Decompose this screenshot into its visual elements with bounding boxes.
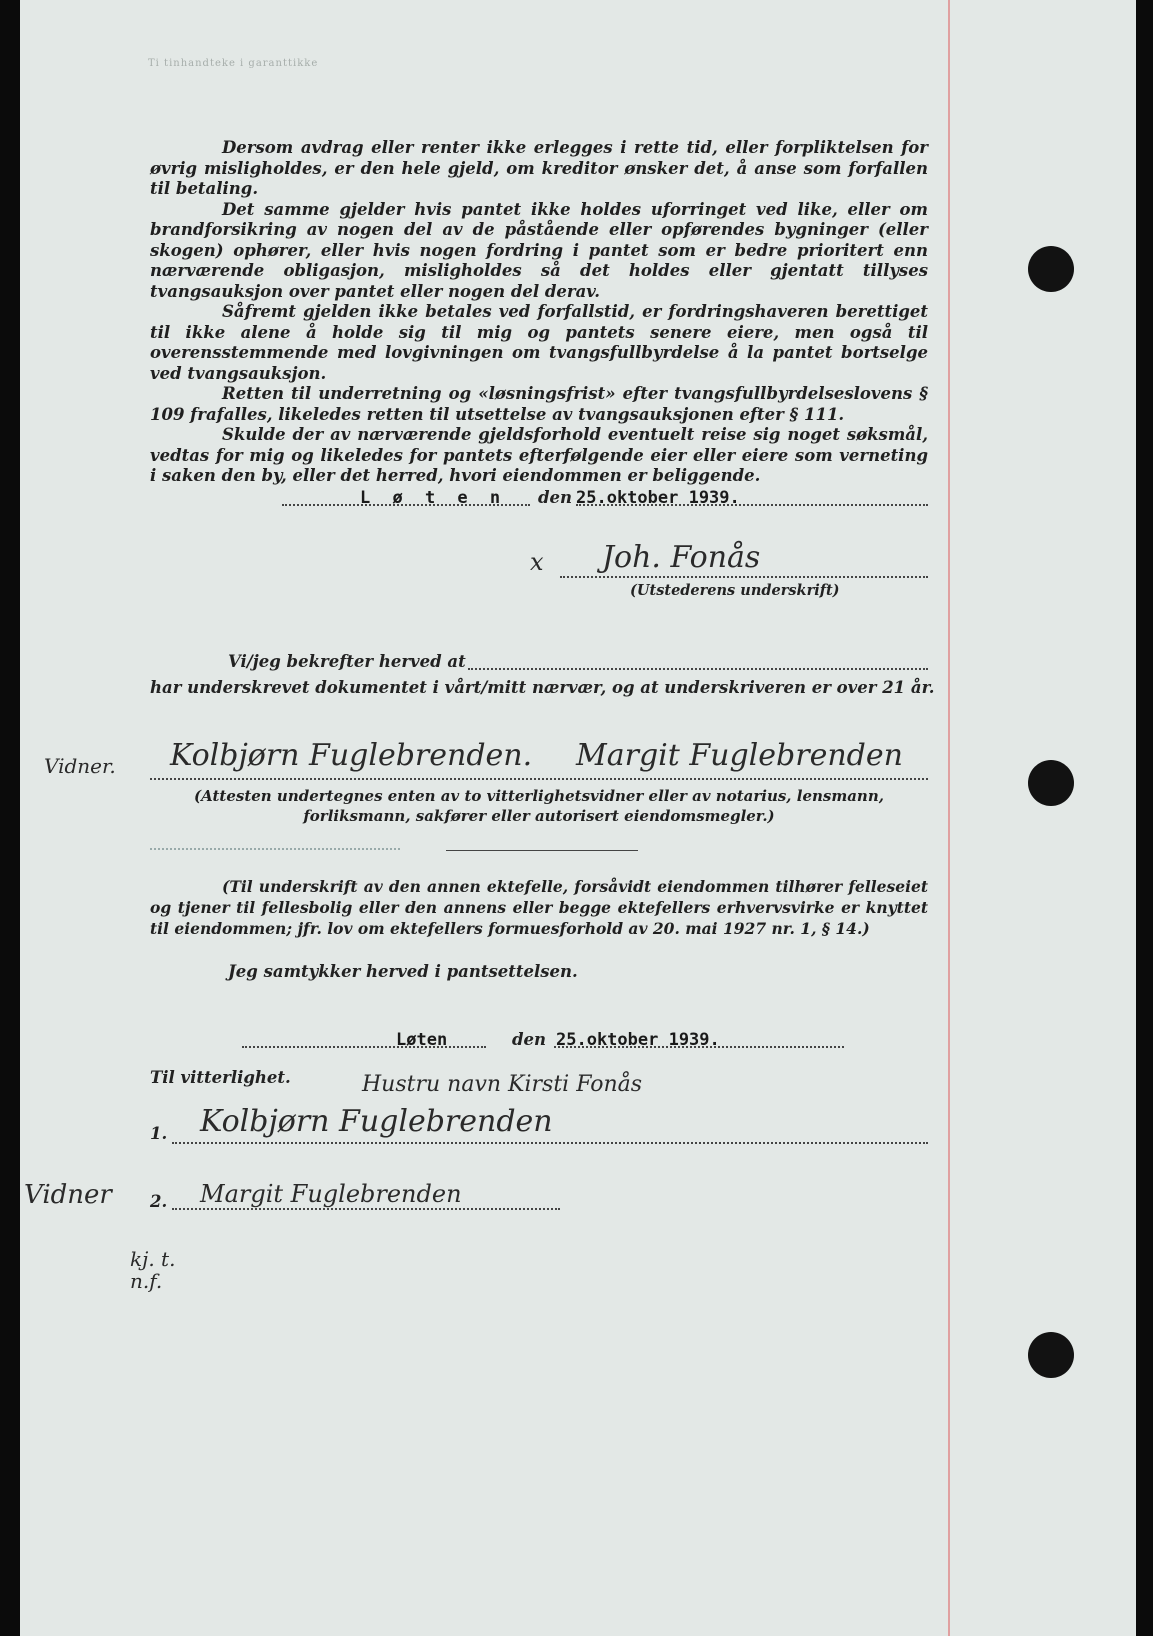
terms-paragraph: Dersom avdrag eller renter ikke erlegges i rette tid, eller forpliktelsen for øvrig misligholdes, er den hele gjeld, om kreditor ønsker det, å anse som forfallen til betaling. — [150, 138, 928, 198]
bottom-initials: kj. t. n.f. — [130, 1247, 176, 1293]
binder-hole-icon — [1028, 1332, 1074, 1378]
den-label: den — [538, 488, 573, 507]
section-rule — [446, 850, 638, 851]
terms-text — [150, 138, 928, 487]
place-line-2 — [242, 1046, 486, 1048]
attest-note-text: (Attesten undertegnes enten av to vitterlighetsvidner eller av notarius, lensmann, forliksmann, sakfører eller autorisert eiendomsmegler.) — [194, 787, 884, 825]
confirmation-line-1: Vi/jeg bekrefter herved at — [228, 652, 466, 671]
signature-line — [560, 576, 928, 578]
faint-dotline — [150, 848, 400, 850]
terms-paragraph: Retten til underretning og «løsningsfrist» efter tvangsfullbyrdelseslovens § 109 frafalles, likeledes retten til utsettelse av tvangsauksjonen efter § 111. — [150, 384, 928, 424]
witness-2-signature: Margit Fuglebrenden — [576, 738, 903, 773]
spouse-note — [150, 876, 928, 939]
witness-margin-note: Vidner. — [44, 754, 116, 778]
witness-number-2: 2. — [150, 1192, 168, 1211]
confirmation-line-2: har underskrevet dokumentet i vårt/mitt nærvær, og at underskriveren er over 21 år. — [150, 678, 935, 697]
issuer-signature: Joh. Fonås — [602, 540, 761, 575]
witness-line-1 — [172, 1142, 928, 1144]
date-text: 25.oktober 1939. — [576, 488, 740, 508]
witness-number-1: 1. — [150, 1124, 168, 1143]
signature-mark: x — [530, 548, 544, 576]
red-margin-line — [948, 0, 950, 1636]
consent-text: Jeg samtykker herved i pantsettelsen. — [228, 962, 578, 981]
witness-1-signature: Kolbjørn Fuglebrenden. — [170, 738, 533, 773]
confirmation-dotline — [468, 668, 928, 670]
spouse-note-text: (Til underskrift av den annen ektefelle, forsåvidt eiendommen tilhører felleseiet og tjener til fellesbolig eller den annens eller begge ektefellers erhvervsvirke er knyttet til eiendommen; jfr. lov om ektefellers formuesforhold av 20. mai 1927 nr. 1, § 14.) — [150, 877, 928, 938]
spouse-signature: Hustru navn Kirsti Fonås — [362, 1072, 643, 1097]
witness-section-label: Til vitterlighet. — [150, 1068, 291, 1087]
witness-2-1-signature: Kolbjørn Fuglebrenden — [200, 1104, 553, 1139]
witness-line — [150, 778, 928, 780]
terms-paragraph: Det samme gjelder hvis pantet ikke holdes uforringet ved like, eller om brandforsikring av nogen del av de påstående eller opførendes bygninger (eller skogen) ophører, eller hvis nogen fordring i pantet som er bedre prioritert enn nærværende obligasjon, misligholdes så det holdes eller gjentatt tillyses tvangsauksjon over pantet eller nogen del derav. — [150, 199, 928, 301]
faint-header: Ti tinhandteke i garanttikke — [148, 58, 319, 69]
document-page — [20, 0, 1136, 1636]
terms-paragraph: Såfremt gjelden ikke betales ved forfallstid, er fordringshaveren berettiget til ikke alene å holde sig til mig og pantets senere eiere, men også til overensstemmende med lovgivningen om tvangsfullbyrdelse å la pantet bortselge ved tvangsauksjon. — [150, 302, 928, 383]
binder-hole-icon — [1028, 246, 1074, 292]
attest-note — [150, 786, 928, 826]
place-text-2: Løten — [396, 1030, 448, 1050]
place-text: L ø t e n — [360, 488, 507, 508]
witness-margin-note-2: Vidner — [24, 1180, 112, 1210]
binder-hole-icon — [1028, 760, 1074, 806]
signature-caption: (Utstederens underskrift) — [630, 582, 840, 599]
witness-2-2-signature: Margit Fuglebrenden — [200, 1180, 462, 1208]
terms-paragraph: Skulde der av nærværende gjeldsforhold eventuelt reise sig noget søksmål, vedtas for mig og likeledes for pantets efterfølgende eier eller eiere som verneting i saken den by, eller det herred, hvori eiendommen er beliggende. — [150, 425, 928, 485]
witness-line-2 — [172, 1208, 560, 1210]
date-text-2: 25.oktober 1939. — [556, 1030, 720, 1050]
den-label-2: den — [512, 1030, 547, 1049]
